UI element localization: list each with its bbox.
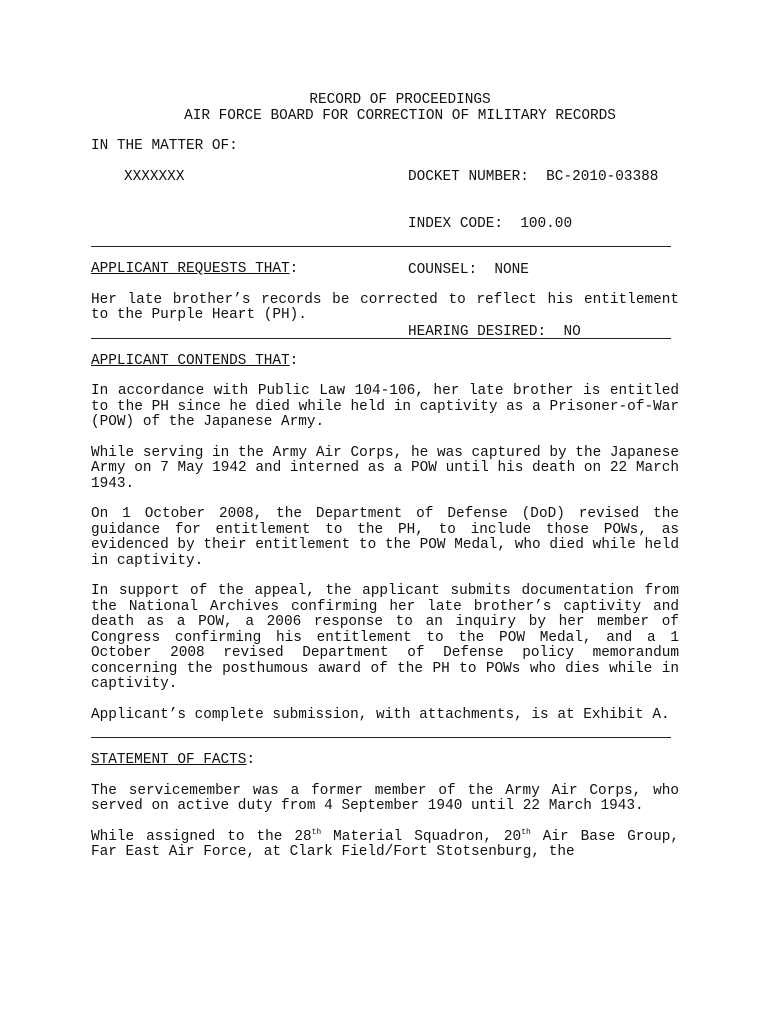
header-subtitle: AIR FORCE BOARD FOR CORRECTION OF MILITARY RECORDS — [184, 107, 616, 124]
paragraph: In support of the appeal, the applicant submits documentation from the National Archives confirming her late brother’s captivity and death as a POW, a 2006 response to an inquiry by her member of Congress confirming his entitlement to the POW Medal, and a 1 October 2008 revised Department of Defense policy memorandum concerning the posthumous award of the PH to POWs who dies while in captivity. — [91, 583, 679, 692]
section-heading-facts — [91, 753, 679, 769]
heading-text: STATEMENT OF FACTS — [91, 752, 247, 768]
section-divider — [91, 737, 671, 738]
ordinal-suffix: th — [521, 827, 531, 837]
paragraph: While serving in the Army Air Corps, he was captured by the Japanese Army on 7 May 1942 and interned as a POW until his death on 22 March 1943. — [91, 444, 679, 492]
hearing-desired: HEARING DESIRED: NO — [408, 324, 581, 340]
matter-left — [91, 139, 238, 186]
header-title: RECORD OF PROCEEDINGS — [309, 92, 491, 108]
heading-text: APPLICANT CONTENDS THAT — [91, 352, 290, 369]
index-code: INDEX CODE: 100.00 — [408, 215, 573, 232]
paragraph-text: Material Squadron, 20 — [321, 828, 522, 845]
heading-colon: : — [289, 261, 299, 277]
paragraph-text: Air Base Group, Far East Air Force, at Clark Field/Fort Stotsenburg, the — [91, 828, 679, 860]
matter-label: IN THE MATTER OF: — [91, 138, 238, 154]
paragraph: Applicant’s complete submission, with attachments, is at Exhibit A. — [91, 706, 670, 723]
document-header — [91, 93, 679, 124]
heading-colon: : — [246, 752, 256, 768]
counsel: COUNSEL: NONE — [408, 262, 529, 278]
paragraph: On 1 October 2008, the Department of Defense (DoD) revised the guidance for entitlement to the PH, to include those POWs, as evidenced by their entitlement to the POW Medal, who died while held in captivity. — [91, 506, 679, 569]
paragraph-text: While assigned to the 28 — [91, 828, 312, 845]
heading-colon: : — [289, 352, 299, 369]
docket-number: DOCKET NUMBER: BC-2010-03388 — [408, 169, 659, 185]
paragraph — [91, 827, 679, 861]
document-page — [91, 93, 679, 861]
paragraph: In accordance with Public Law 104-106, her late brother is entitled to the PH since he died while held in captivity as a Prisoner-of-War (POW) of the Japanese Army. — [91, 383, 679, 430]
paragraph: Her late brother’s records be corrected to reflect his entitlement to the Purple Heart (PH). — [91, 291, 679, 323]
paragraph: The servicemember was a former member of the Army Air Corps, who served on active duty from 4 September 1940 until 22 March 1943. — [91, 782, 679, 814]
heading-text: APPLICANT REQUESTS THAT — [91, 261, 290, 277]
ordinal-suffix: th — [311, 827, 322, 837]
matter-right — [408, 139, 658, 372]
applicant-name: XXXXXXX — [124, 169, 185, 185]
